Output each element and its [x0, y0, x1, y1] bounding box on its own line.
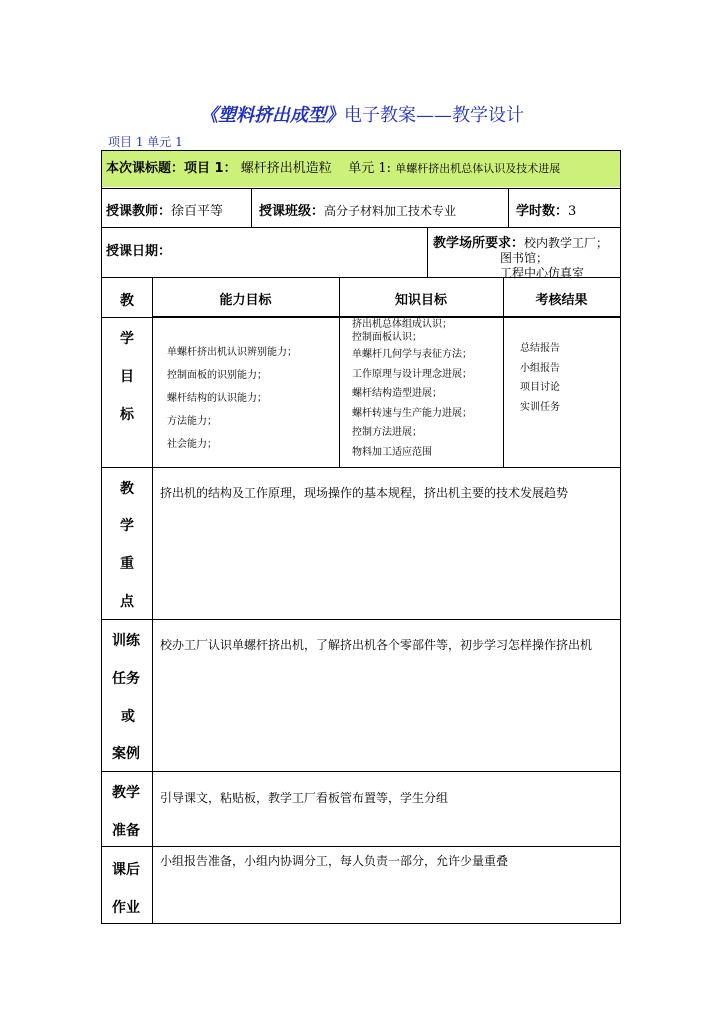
col-assess: 考核结果 — [535, 293, 588, 308]
training-text: 校办工厂认识单螺杆挤出机，了解挤出机各个零部件等，初步学习怎样操作挤出机 — [160, 638, 593, 652]
list-item: 工作原理与设计理念进展； — [352, 368, 472, 380]
list-item: 社会能力； — [167, 439, 217, 450]
focus-text: 挤出机的结构及工作原理，现场操作的基本规程，挤出机主要的技术发展趋势 — [160, 486, 569, 500]
homework-side-2: 作业 — [112, 900, 140, 916]
page-title: 《塑料挤出成型》电子教案——教学设计 — [200, 105, 524, 126]
focus-side-4: 点 — [120, 594, 134, 610]
class-field: 授课班级：高分子材料加工技术专业 — [259, 204, 457, 219]
lesson-title: 本次课标题：项目 1： 螺杆挤出机造粒 单元 1: 单螺杆挤出机总体认识及技术进展 — [106, 161, 561, 176]
homework-side-1: 课后 — [112, 862, 140, 878]
training-side-3: 或 — [121, 709, 135, 725]
focus-side-1: 教 — [120, 481, 134, 497]
list-item: 控制面板的识别能力； — [167, 370, 267, 381]
ability-list — [167, 341, 297, 456]
knowledge-list — [352, 345, 472, 462]
focus-side-3: 重 — [120, 556, 134, 572]
knowledge-list-top — [352, 318, 452, 344]
prep-text: 引导课文，粘贴板，教学工厂看板管布置等，学生分组 — [160, 791, 449, 805]
training-side-2: 任务 — [112, 671, 140, 687]
hours-field: 学时数：3 — [516, 204, 577, 219]
list-item: 挤出机总体组成认识； — [352, 319, 452, 330]
goals-side-2: 学 — [120, 331, 134, 347]
list-item: 螺杆转速与生产能力进展； — [352, 407, 472, 419]
subheading: 项目 1 单元 1 — [108, 135, 183, 149]
teacher-field: 授课教师：徐百平等 — [106, 204, 224, 219]
list-item: 物料加工适应范围 — [352, 446, 432, 458]
goals-side-3: 目 — [120, 369, 134, 385]
list-item: 项目讨论 — [520, 382, 560, 393]
date-label: 授课日期： — [106, 244, 172, 259]
list-item: 螺杆结构造型进展； — [352, 388, 442, 399]
list-item: 小组报告 — [520, 362, 560, 374]
training-side-4: 案例 — [112, 746, 140, 762]
venue-field: 教学场所要求：校内教学工厂； — [433, 236, 609, 251]
goals-side-1: 教 — [120, 293, 134, 309]
homework-text: 小组报告准备，小组内协调分工，每人负责一部分，允许少量重叠 — [160, 854, 509, 868]
venue-line2: 图书馆； — [500, 251, 549, 265]
prep-side-2: 准备 — [112, 823, 140, 839]
list-item: 总结报告 — [520, 343, 560, 354]
list-item: 实训任务 — [520, 401, 560, 413]
list-item: 单螺杆几何学与表征方法； — [352, 349, 472, 360]
goals-side-4: 标 — [120, 407, 134, 423]
venue-line3: 工程中心仿真室 — [500, 266, 585, 280]
list-item: 控制面板认识； — [352, 332, 422, 343]
prep-side-1: 教学 — [112, 785, 140, 801]
col-knowledge: 知识目标 — [394, 293, 447, 308]
list-item: 方法能力； — [167, 416, 217, 427]
list-item: 单螺杆挤出机认识辨别能力； — [167, 347, 297, 358]
training-side-1: 训练 — [112, 633, 140, 649]
assess-list — [520, 339, 560, 417]
focus-side-2: 学 — [120, 518, 134, 534]
goals-header-divider — [152, 316, 620, 317]
list-item: 螺杆结构的认识能力； — [167, 393, 267, 404]
list-item: 控制方法进展； — [352, 427, 422, 438]
col-ability: 能力目标 — [219, 293, 272, 308]
